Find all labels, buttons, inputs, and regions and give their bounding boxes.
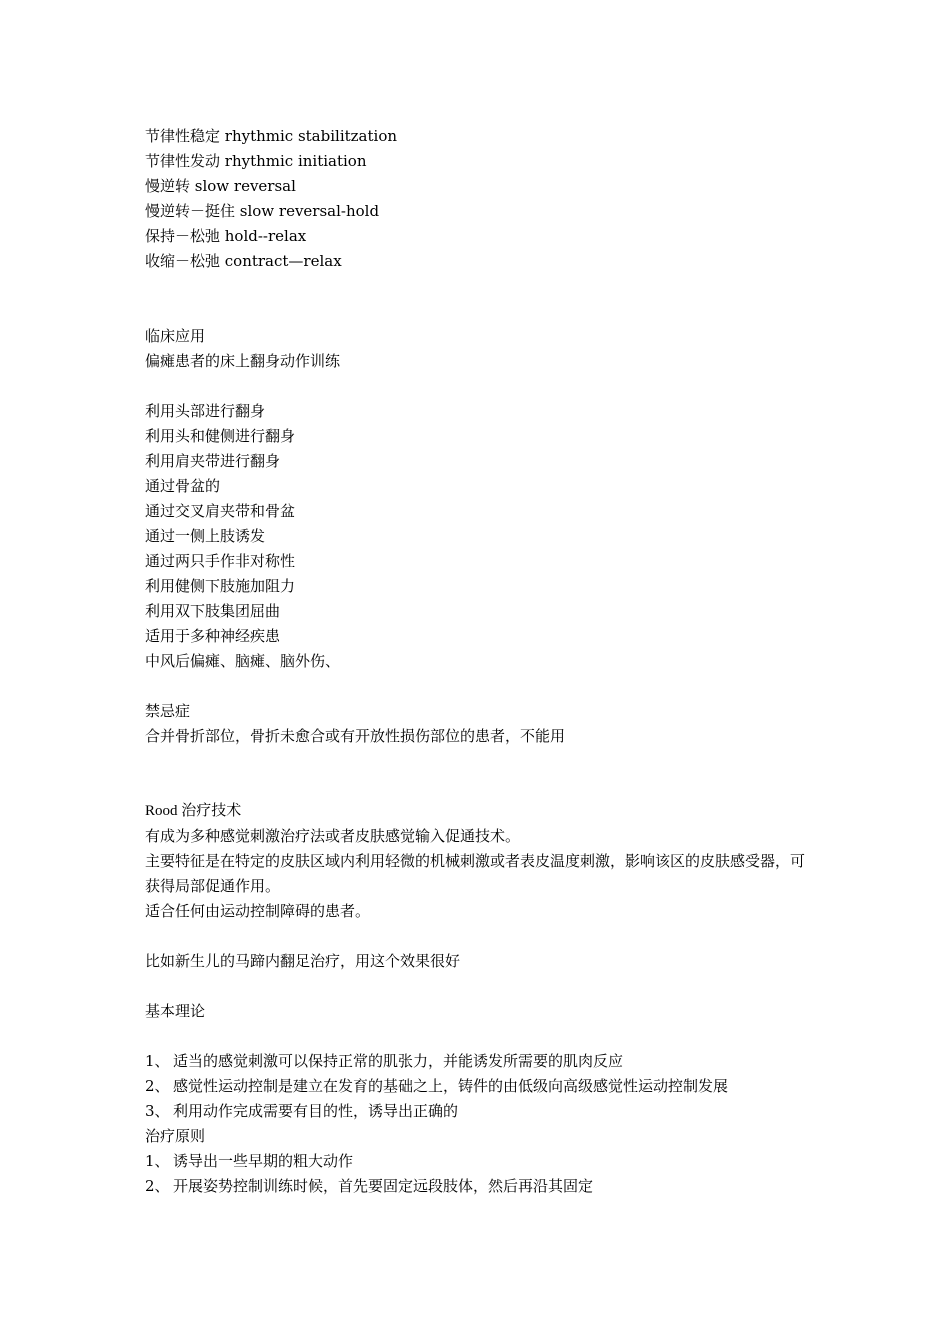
item-text: 诱导出一些早期的粗大动作 (173, 1152, 354, 1170)
technique-item: 节律性稳定 rhythmic stabilitzation (145, 127, 398, 145)
clinical-item: 通过交叉肩夹带和骨盆 (145, 502, 296, 520)
technique-item: 保持－松弛 hold--relax (145, 227, 307, 245)
theory-section (145, 999, 810, 1124)
techniques-list (145, 124, 810, 274)
principles-heading: 治疗原则 (145, 1127, 206, 1145)
clinical-item: 利用肩夹带进行翻身 (145, 452, 281, 470)
principle-item (145, 1174, 810, 1199)
spacer (145, 274, 810, 324)
clinical-item: 通过一侧上肢诱发 (145, 527, 266, 545)
item-text: 开展姿势控制训练时候，首先要固定远段肢体，然后再沿其固定 (173, 1177, 594, 1195)
clinical-item: 通过两只手作非对称性 (145, 552, 296, 570)
clinical-item: 利用头部进行翻身 (145, 402, 266, 420)
clinical-item: 利用健侧下肢施加阻力 (145, 577, 296, 595)
spacer (145, 974, 810, 999)
clinical-item: 中风后偏瘫、脑瘫、脑外伤、 (145, 652, 341, 670)
principles-section (145, 1124, 810, 1199)
theory-item (145, 1099, 810, 1124)
clinical-subheading: 偏瘫患者的床上翻身动作训练 (145, 352, 341, 370)
rood-section (145, 799, 810, 974)
spacer (145, 374, 810, 399)
technique-item: 慢逆转－挺住 slow reversal-hold (145, 202, 380, 220)
technique-item: 节律性发动 rhythmic initiation (145, 152, 367, 170)
theory-heading: 基本理论 (145, 1002, 206, 1020)
clinical-heading: 临床应用 (145, 327, 206, 345)
spacer (145, 924, 810, 949)
item-number: 1、 (145, 1152, 170, 1170)
rood-line: 适合任何由运动控制障碍的患者。 (145, 902, 371, 920)
clinical-item: 利用双下肢集团屈曲 (145, 602, 281, 620)
clinical-item: 通过骨盆的 (145, 477, 221, 495)
item-number: 1、 (145, 1052, 170, 1070)
clinical-item: 适用于多种神经疾患 (145, 627, 281, 645)
rood-heading: Rood 治疗技术 (145, 803, 242, 819)
item-number: 3、 (145, 1102, 170, 1120)
item-number: 2、 (145, 1077, 170, 1095)
item-text: 感觉性运动控制是建立在发育的基础之上，铸件的由低级向高级感觉性运动控制发展 (173, 1077, 729, 1095)
principle-item (145, 1149, 810, 1174)
spacer (145, 1024, 810, 1049)
rood-line: 主要特征是在特定的皮肤区域内利用轻微的机械刺激或者表皮温度刺激，影响该区的皮肤感受器，可获得局部促通作用。 (145, 852, 806, 895)
theory-item (145, 1074, 810, 1099)
spacer (145, 749, 810, 799)
document-body (145, 124, 810, 1199)
technique-item: 收缩－松弛 contract—relax (145, 252, 342, 270)
spacer (145, 674, 810, 699)
clinical-section (145, 324, 810, 674)
rood-example: 比如新生儿的马蹄内翻足治疗，用这个效果很好 (145, 952, 461, 970)
clinical-item: 利用头和健侧进行翻身 (145, 427, 296, 445)
theory-item (145, 1049, 810, 1074)
item-number: 2、 (145, 1177, 170, 1195)
item-text: 适当的感觉刺激可以保持正常的肌张力，并能诱发所需要的肌肉反应 (173, 1052, 624, 1070)
contraindication-text: 合并骨折部位，骨折未愈合或有开放性损伤部位的患者，不能用 (145, 727, 566, 745)
contraindication-section (145, 699, 810, 749)
technique-item: 慢逆转 slow reversal (145, 177, 296, 195)
contraindication-heading: 禁忌症 (145, 702, 191, 720)
item-text: 利用动作完成需要有目的性，诱导出正确的 (173, 1102, 459, 1120)
rood-line: 有成为多种感觉刺激治疗法或者皮肤感觉输入促通技术。 (145, 827, 521, 845)
